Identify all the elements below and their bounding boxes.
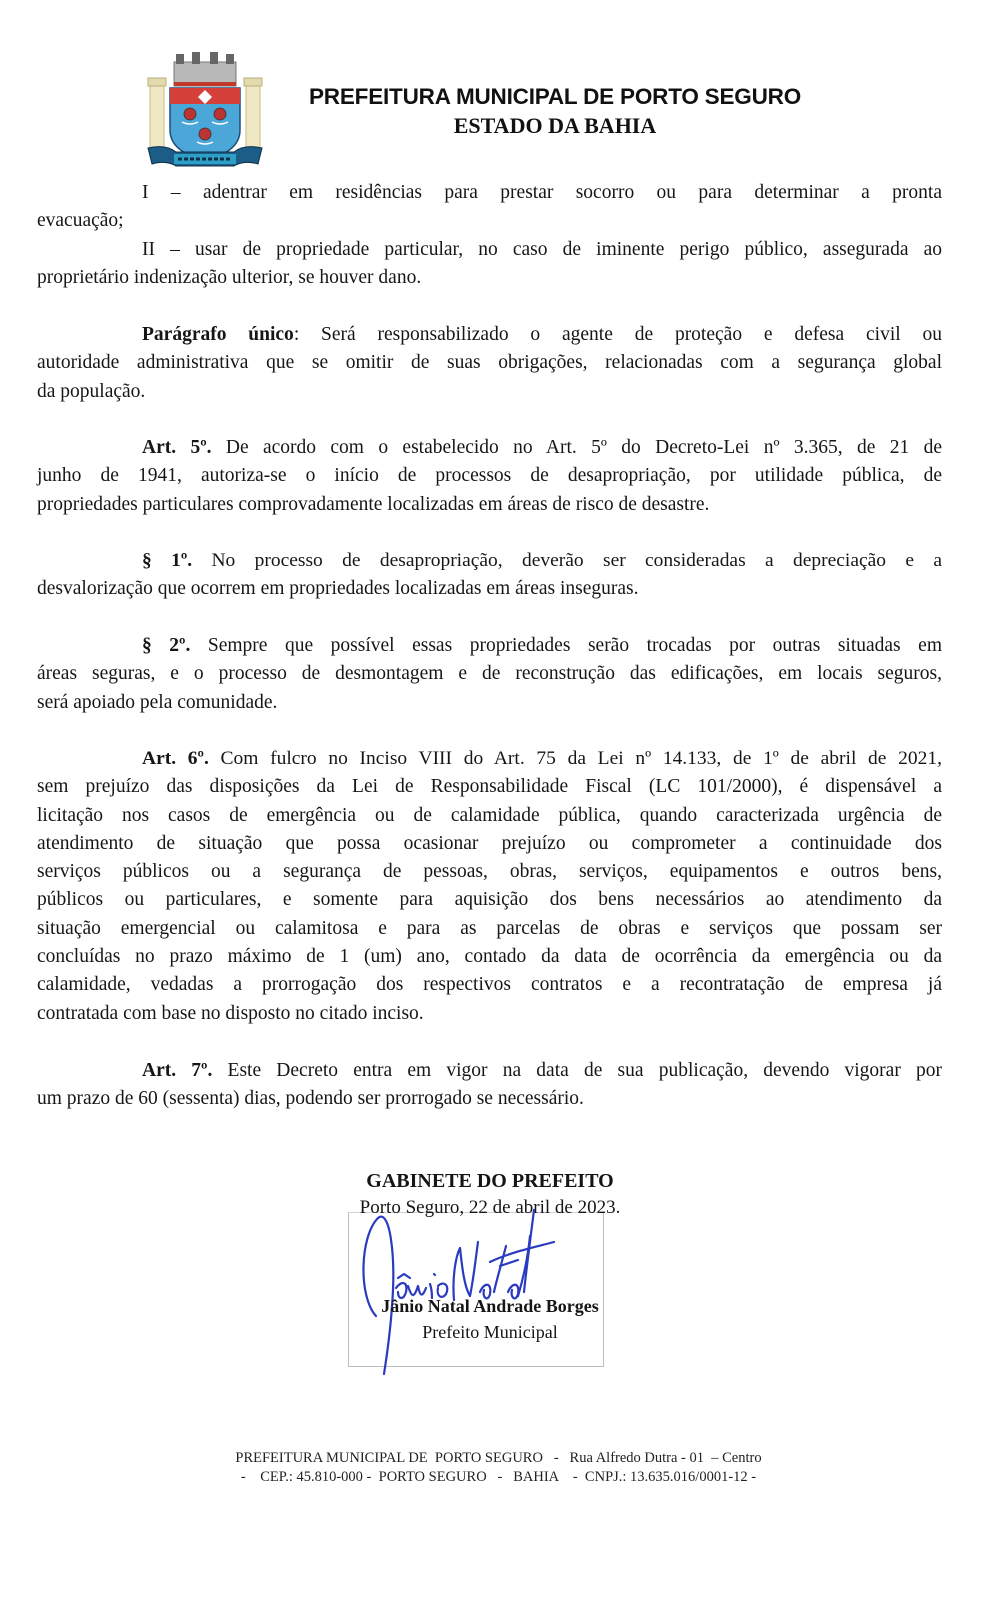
text-line: junho de 1941, autoriza-se o início de processos de desapropriação, por utilidade pública, de [37,465,942,487]
inciso-i [37,179,942,236]
text-run: : Será responsabilizado o agente de proteção e defesa civil ou [293,324,942,345]
text-line: desvalorização que ocorrem em propriedades localizadas em áreas inseguras. [37,578,639,600]
article-5 [37,434,942,519]
text-line: sem prejuízo das disposições da Lei de Responsabilidade Fiscal (LC 101/2000), é dispensável a [37,776,942,798]
signature-office: GABINETE DO PREFEITO [366,1170,614,1192]
article-label: Art. 5º. [142,437,212,458]
signature-place-date: Porto Seguro, 22 de abril de 2023. [359,1197,621,1218]
text-line: II – usar de propriedade particular, no caso de iminente perigo público, assegurada ao [142,239,942,260]
text-line: da população. [37,380,146,402]
text-line [37,632,942,660]
text-line: calamidade, vedadas a prorrogação dos respectivos contratos e a recontratação de empresa já [37,974,942,996]
inciso-ii [37,236,942,293]
handwritten-signature [340,1196,600,1376]
text-line: propriedades particulares comprovadamente localizadas em áreas de risco de desastre. [37,493,710,515]
text-line [37,321,942,349]
text-run: No processo de desapropriação, deverão ser consideradas a depreciação e a [192,550,942,571]
paragraph-1 [37,547,942,604]
text-line [37,434,942,462]
text-run: Este Decreto entra em vigor na data de sua publicação, devendo vigorar por [212,1060,942,1081]
paragraph-2 [37,632,942,717]
text-line: públicos ou particulares, e somente para aquisição dos bens necessários ao atendimento da [37,889,942,911]
footer-registry-line: - CEP.: 45.810-000 - PORTO SEGURO - BAHIA - CNPJ.: 13.635.016/0001-12 - [240,1469,757,1485]
text-line: concluídas no prazo máximo de 1 (um) ano, contado da data de ocorrência da emergência ou da [37,946,942,968]
paragraph-label: Parágrafo único [142,324,294,345]
text-line: autoridade administrativa que se omitir de suas obrigações, relacionadas com a segurança global [37,352,942,374]
text-line: evacuação; [37,210,124,232]
text-line: serviços públicos ou a segurança de pessoas, obras, serviços, equipamentos e outros bens, [37,861,942,883]
document-header-title: PREFEITURA MUNICIPAL DE PORTO SEGURO [308,84,801,109]
signatory-role: Prefeito Municipal [422,1322,558,1342]
article-7 [37,1057,942,1114]
text-line: proprietário indenização ulterior, se houver dano. [37,267,422,289]
article-6 [37,745,942,1028]
text-line: licitação nos casos de emergência ou de calamidade pública, quando caracterizada urgência de [37,804,942,826]
text-run: Sempre que possível essas propriedades serão trocadas por outras situadas em [190,635,942,656]
article-label: Art. 7º. [142,1060,213,1081]
paragraph-label: § 2º. [142,635,191,656]
paragrafo-unico [37,321,942,406]
text-line [37,1057,942,1085]
text-line: um prazo de 60 (sessenta) dias, podendo ser prorrogado se necessário. [37,1088,584,1110]
text-line [37,547,942,575]
text-line: áreas seguras, e o processo de desmontagem e de reconstrução das edificações, em locais seguros, [37,663,942,685]
text-line: será apoiado pela comunidade. [37,691,278,713]
paragraph-label: § 1º. [142,550,193,571]
footer-address-line: PREFEITURA MUNICIPAL DE PORTO SEGURO - Rua Alfredo Dutra - 01 – Centro [235,1450,762,1466]
document-header-subtitle: ESTADO DA BAHIA [453,113,657,138]
text-run: De acordo com o estabelecido no Art. 5º do Decreto-Lei nº 3.365, de 21 de [211,437,942,458]
signatory-name: Jânio Natal Andrade Borges [381,1296,599,1316]
text-line: atendimento de situação que possa ocasionar prejuízo ou comprometer a continuidade dos [37,832,942,854]
text-line: situação emergencial ou calamitosa e para as parcelas de obras e serviços que possam ser [37,917,942,939]
text-line: contratada com base no disposto no citado inciso. [37,1002,424,1024]
text-line: I – adentrar em residências para prestar socorro ou para determinar a pronta [142,182,942,203]
text-line [37,745,942,773]
text-run: Com fulcro no Inciso VIII do Art. 75 da Lei nº 14.133, de 1º de abril de 2021, [208,748,942,769]
article-label: Art. 6º. [142,748,209,769]
